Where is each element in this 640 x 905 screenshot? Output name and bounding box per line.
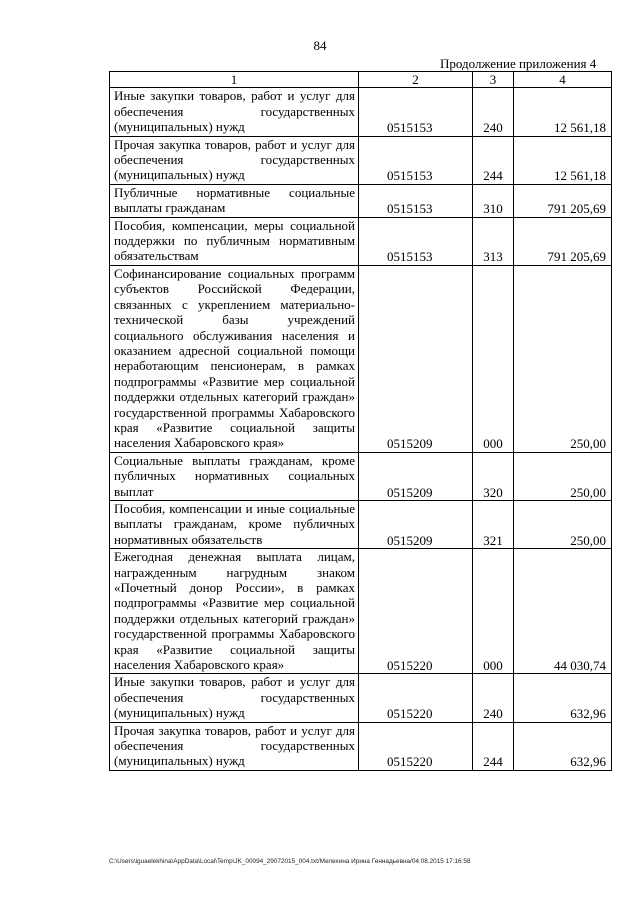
row-amount: 250,00 (514, 452, 612, 500)
row-amount: 632,96 (514, 674, 612, 722)
row-amount: 250,00 (514, 500, 612, 548)
row-code: 0515209 (359, 500, 473, 548)
row-description: Иные закупки товаров, работ и услуг для обеспечения государственных (муниципальных) нужд (110, 674, 359, 722)
row-expense-type: 240 (473, 674, 514, 722)
row-expense-type: 320 (473, 452, 514, 500)
table-row (110, 136, 612, 184)
row-description: Софинансирование социальных программ субъектов Российской Федерации, связанных с укреплением материально-технической базы учреждений социального обслуживания населения и оказанием адресной социальной помощи неработающим пенсионерам, в рамках подпрограммы «Развитие мер социальной поддержки отдельных категорий граждан» государственной программы Хабаровского края «Развитие социальной защиты населения Хабаровского края» (110, 265, 359, 452)
row-amount: 44 030,74 (514, 549, 612, 674)
row-code: 0515209 (359, 452, 473, 500)
row-code: 0515153 (359, 184, 473, 217)
table-row (110, 88, 612, 136)
column-header: 1 (110, 72, 359, 88)
row-description: Пособия, компенсации, меры социальной поддержки по публичным нормативным обязательствам (110, 217, 359, 265)
column-header: 3 (473, 72, 514, 88)
table-header (110, 72, 612, 88)
page-number: 84 (313, 38, 327, 53)
row-description: Публичные нормативные социальные выплаты гражданам (110, 184, 359, 217)
column-header: 4 (514, 72, 612, 88)
row-amount: 791 205,69 (514, 217, 612, 265)
row-code: 0515220 (359, 674, 473, 722)
row-expense-type: 310 (473, 184, 514, 217)
column-header: 2 (359, 72, 473, 88)
row-amount: 12 561,18 (514, 88, 612, 136)
row-code: 0515220 (359, 722, 473, 770)
row-description: Ежегодная денежная выплата лицам, награжденным нагрудным знаком «Почетный донор России», в рамках подпрограммы «Развитие мер социальной поддержки отдельных категорий граждан» государственной программы Хабаровского края «Развитие социальной защиты населения Хабаровского края» (110, 549, 359, 674)
row-code: 0515209 (359, 265, 473, 452)
row-amount: 250,00 (514, 265, 612, 452)
row-amount: 632,96 (514, 722, 612, 770)
row-code: 0515153 (359, 88, 473, 136)
row-code: 0515153 (359, 217, 473, 265)
row-expense-type: 240 (473, 88, 514, 136)
table-row (110, 500, 612, 548)
row-code: 0515153 (359, 136, 473, 184)
row-description: Пособия, компенсации и иные социальные выплаты гражданам, кроме публичных нормативных обязательств (110, 500, 359, 548)
budget-table (109, 71, 612, 771)
row-description: Социальные выплаты гражданам, кроме публичных нормативных социальных выплат (110, 452, 359, 500)
row-description: Прочая закупка товаров, работ и услуг для обеспечения государственных (муниципальных) нужд (110, 136, 359, 184)
row-expense-type: 321 (473, 500, 514, 548)
row-amount: 12 561,18 (514, 136, 612, 184)
row-code: 0515220 (359, 549, 473, 674)
table-row (110, 184, 612, 217)
row-description: Иные закупки товаров, работ и услуг для обеспечения государственных (муниципальных) нужд (110, 88, 359, 136)
table-row (110, 722, 612, 770)
table-body (110, 88, 612, 770)
table-row (110, 549, 612, 674)
continuation-label: Продолжение приложения 4 (440, 56, 597, 71)
row-amount: 791 205,69 (514, 184, 612, 217)
table-row (110, 217, 612, 265)
table-row (110, 452, 612, 500)
row-description: Прочая закупка товаров, работ и услуг для обеспечения государственных (муниципальных) нужд (110, 722, 359, 770)
row-expense-type: 244 (473, 136, 514, 184)
row-expense-type: 244 (473, 722, 514, 770)
row-expense-type: 000 (473, 265, 514, 452)
table-row (110, 265, 612, 452)
row-expense-type: 000 (473, 549, 514, 674)
table-row (110, 674, 612, 722)
row-expense-type: 313 (473, 217, 514, 265)
file-path-footer: C:\Users\iguaelekhina\AppData\Local\Temp\JK_00094_29072015_004.txt/Мелехина Ирина Геннадьевна/04.08.2015 17:16:58 (109, 858, 471, 865)
